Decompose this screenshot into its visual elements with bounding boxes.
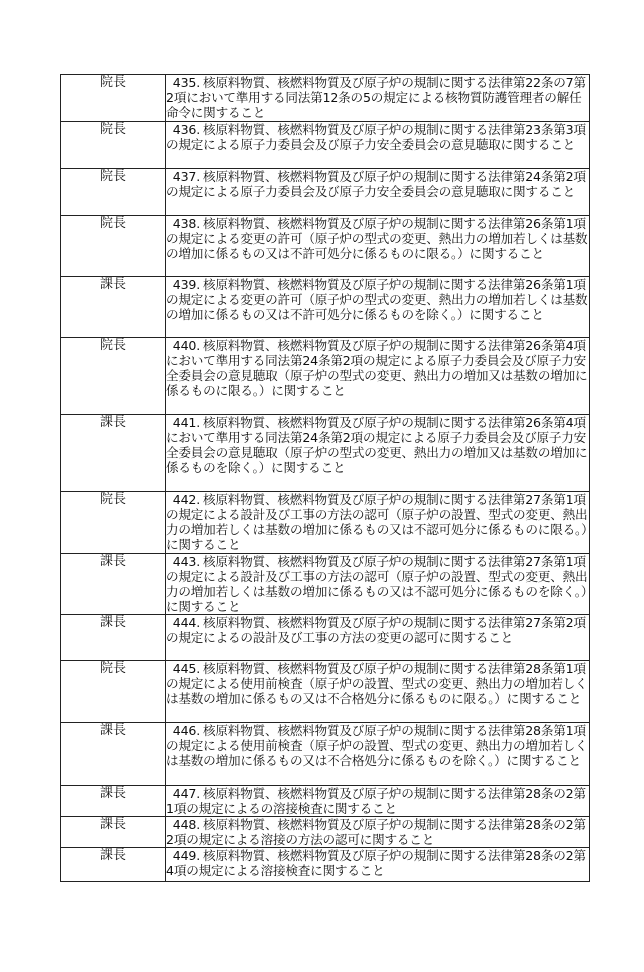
role-cell: 院長	[61, 122, 166, 169]
item-text: 核原料物質、核燃料物質及び原子炉の規制に関する法律第28条第1項の規定による使用前検査（原子炉の設置、型式の変更、熱出力の増加若しくは基数の増加に係るもの又は不合格処分に係るものに限る。）に関すること	[166, 661, 588, 706]
item-number: 444.	[172, 615, 200, 630]
description-cell	[166, 817, 590, 848]
role-cell: 課長	[61, 554, 166, 615]
table-row	[61, 277, 590, 338]
description-cell	[166, 415, 590, 492]
table-row	[61, 661, 590, 723]
role-cell: 課長	[61, 277, 166, 338]
description-cell	[166, 216, 590, 277]
item-number: 438.	[172, 216, 200, 231]
table-row	[61, 723, 590, 786]
description-cell	[166, 122, 590, 169]
role-cell: 課長	[61, 817, 166, 848]
item-text: 核原料物質、核燃料物質及び原子炉の規制に関する法律第28条の2第4項の規定による溶接検査に関すること	[166, 848, 586, 878]
role-cell: 院長	[61, 338, 166, 415]
item-text: 核原料物質、核燃料物質及び原子炉の規制に関する法律第26条第4項において準用する同法第24条第2項の規定による原子力委員会及び原子力安全委員会の意見聴取（原子炉の型式の変更、熱出力の増加又は基数の増加に係るものに限る。）に関すること	[166, 338, 588, 398]
item-number: 436.	[172, 122, 200, 137]
item-text: 核原料物質、核燃料物質及び原子炉の規制に関する法律第28条の2第2項の規定による溶接の方法の認可に関すること	[166, 817, 586, 847]
item-number: 435.	[172, 75, 200, 90]
role-cell: 院長	[61, 216, 166, 277]
table-row	[61, 169, 590, 216]
item-text: 核原料物質、核燃料物質及び原子炉の規制に関する法律第26条第4項において準用する同法第24条第2項の規定による原子力委員会及び原子力安全委員会の意見聴取（原子炉の型式の変更、熱出力の増加又は基数の増加に係るものを除く。）に関すること	[166, 415, 588, 475]
item-text: 核原料物質、核燃料物質及び原子炉の規制に関する法律第27条第1項の規定による設計及び工事の方法の認可（原子炉の設置、型式の変更、熱出力の増加若しくは基数の増加に係るもの又は不認可処分に係るものに限る。）に関すること	[166, 492, 588, 552]
description-cell	[166, 615, 590, 661]
item-text: 核原料物質、核燃料物質及び原子炉の規制に関する法律第26条第1項の規定による変更の許可（原子炉の型式の変更、熱出力の増加若しくは基数の増加に係るもの又は不許可処分に係るものを除く。）に関すること	[166, 277, 588, 322]
item-number: 437.	[172, 169, 200, 184]
role-cell: 課長	[61, 848, 166, 882]
description-cell	[166, 338, 590, 415]
role-cell: 院長	[61, 169, 166, 216]
role-cell: 院長	[61, 661, 166, 723]
description-cell	[166, 786, 590, 817]
authority-table-body	[61, 75, 590, 882]
item-number: 441.	[172, 415, 200, 430]
item-number: 443.	[172, 554, 200, 569]
table-row	[61, 848, 590, 882]
item-text: 核原料物質、核燃料物質及び原子炉の規制に関する法律第27条第1項の規定による設計及び工事の方法の認可（原子炉の設置、型式の変更、熱出力の増加若しくは基数の増加に係るもの又は不認可処分に係るものを除く。）に関すること	[166, 554, 588, 614]
table-row	[61, 554, 590, 615]
table-row	[61, 415, 590, 492]
table-row	[61, 122, 590, 169]
description-cell	[166, 169, 590, 216]
table-row	[61, 216, 590, 277]
table-row	[61, 786, 590, 817]
description-cell	[166, 848, 590, 882]
item-number: 440.	[172, 338, 200, 353]
description-cell	[166, 723, 590, 786]
description-cell	[166, 277, 590, 338]
item-text: 核原料物質、核燃料物質及び原子炉の規制に関する法律第28条第1項の規定による使用前検査（原子炉の設置、型式の変更、熱出力の増加若しくは基数の増加に係るもの又は不合格処分に係るものを除く。）に関すること	[166, 723, 588, 768]
table-row	[61, 75, 590, 122]
item-number: 447.	[172, 786, 200, 801]
role-cell: 課長	[61, 415, 166, 492]
item-number: 446.	[172, 723, 200, 738]
role-cell: 課長	[61, 615, 166, 661]
description-cell	[166, 492, 590, 554]
table-row	[61, 817, 590, 848]
role-cell: 課長	[61, 723, 166, 786]
table-row	[61, 615, 590, 661]
description-cell	[166, 661, 590, 723]
item-text: 核原料物質、核燃料物質及び原子炉の規制に関する法律第27条第2項の規定によるの設計及び工事の方法の変更の認可に関すること	[166, 615, 586, 645]
table-row	[61, 492, 590, 554]
role-cell: 課長	[61, 786, 166, 817]
item-text: 核原料物質、核燃料物質及び原子炉の規制に関する法律第24条第2項の規定による原子力委員会及び原子力安全委員会の意見聴取に関すること	[166, 169, 586, 199]
item-text: 核原料物質、核燃料物質及び原子炉の規制に関する法律第22条の7第2項において準用する同法第12条の5の規定による核物質防護管理者の解任命令に関すること	[166, 75, 586, 120]
item-number: 445.	[172, 661, 200, 676]
item-number: 442.	[172, 492, 200, 507]
item-number: 449.	[172, 848, 200, 863]
item-text: 核原料物質、核燃料物質及び原子炉の規制に関する法律第23条第3項の規定による原子力委員会及び原子力安全委員会の意見聴取に関すること	[166, 122, 586, 152]
role-cell: 院長	[61, 75, 166, 122]
item-text: 核原料物質、核燃料物質及び原子炉の規制に関する法律第28条の2第1項の規定によるの溶接検査に関すること	[166, 786, 586, 816]
item-number: 439.	[172, 277, 200, 292]
description-cell	[166, 554, 590, 615]
table-row	[61, 338, 590, 415]
authority-table	[60, 74, 590, 882]
description-cell	[166, 75, 590, 122]
role-cell: 院長	[61, 492, 166, 554]
item-text: 核原料物質、核燃料物質及び原子炉の規制に関する法律第26条第1項の規定による変更の許可（原子炉の型式の変更、熱出力の増加若しくは基数の増加に係るもの又は不許可処分に係るものに限る。）に関すること	[166, 216, 588, 261]
item-number: 448.	[172, 817, 200, 832]
